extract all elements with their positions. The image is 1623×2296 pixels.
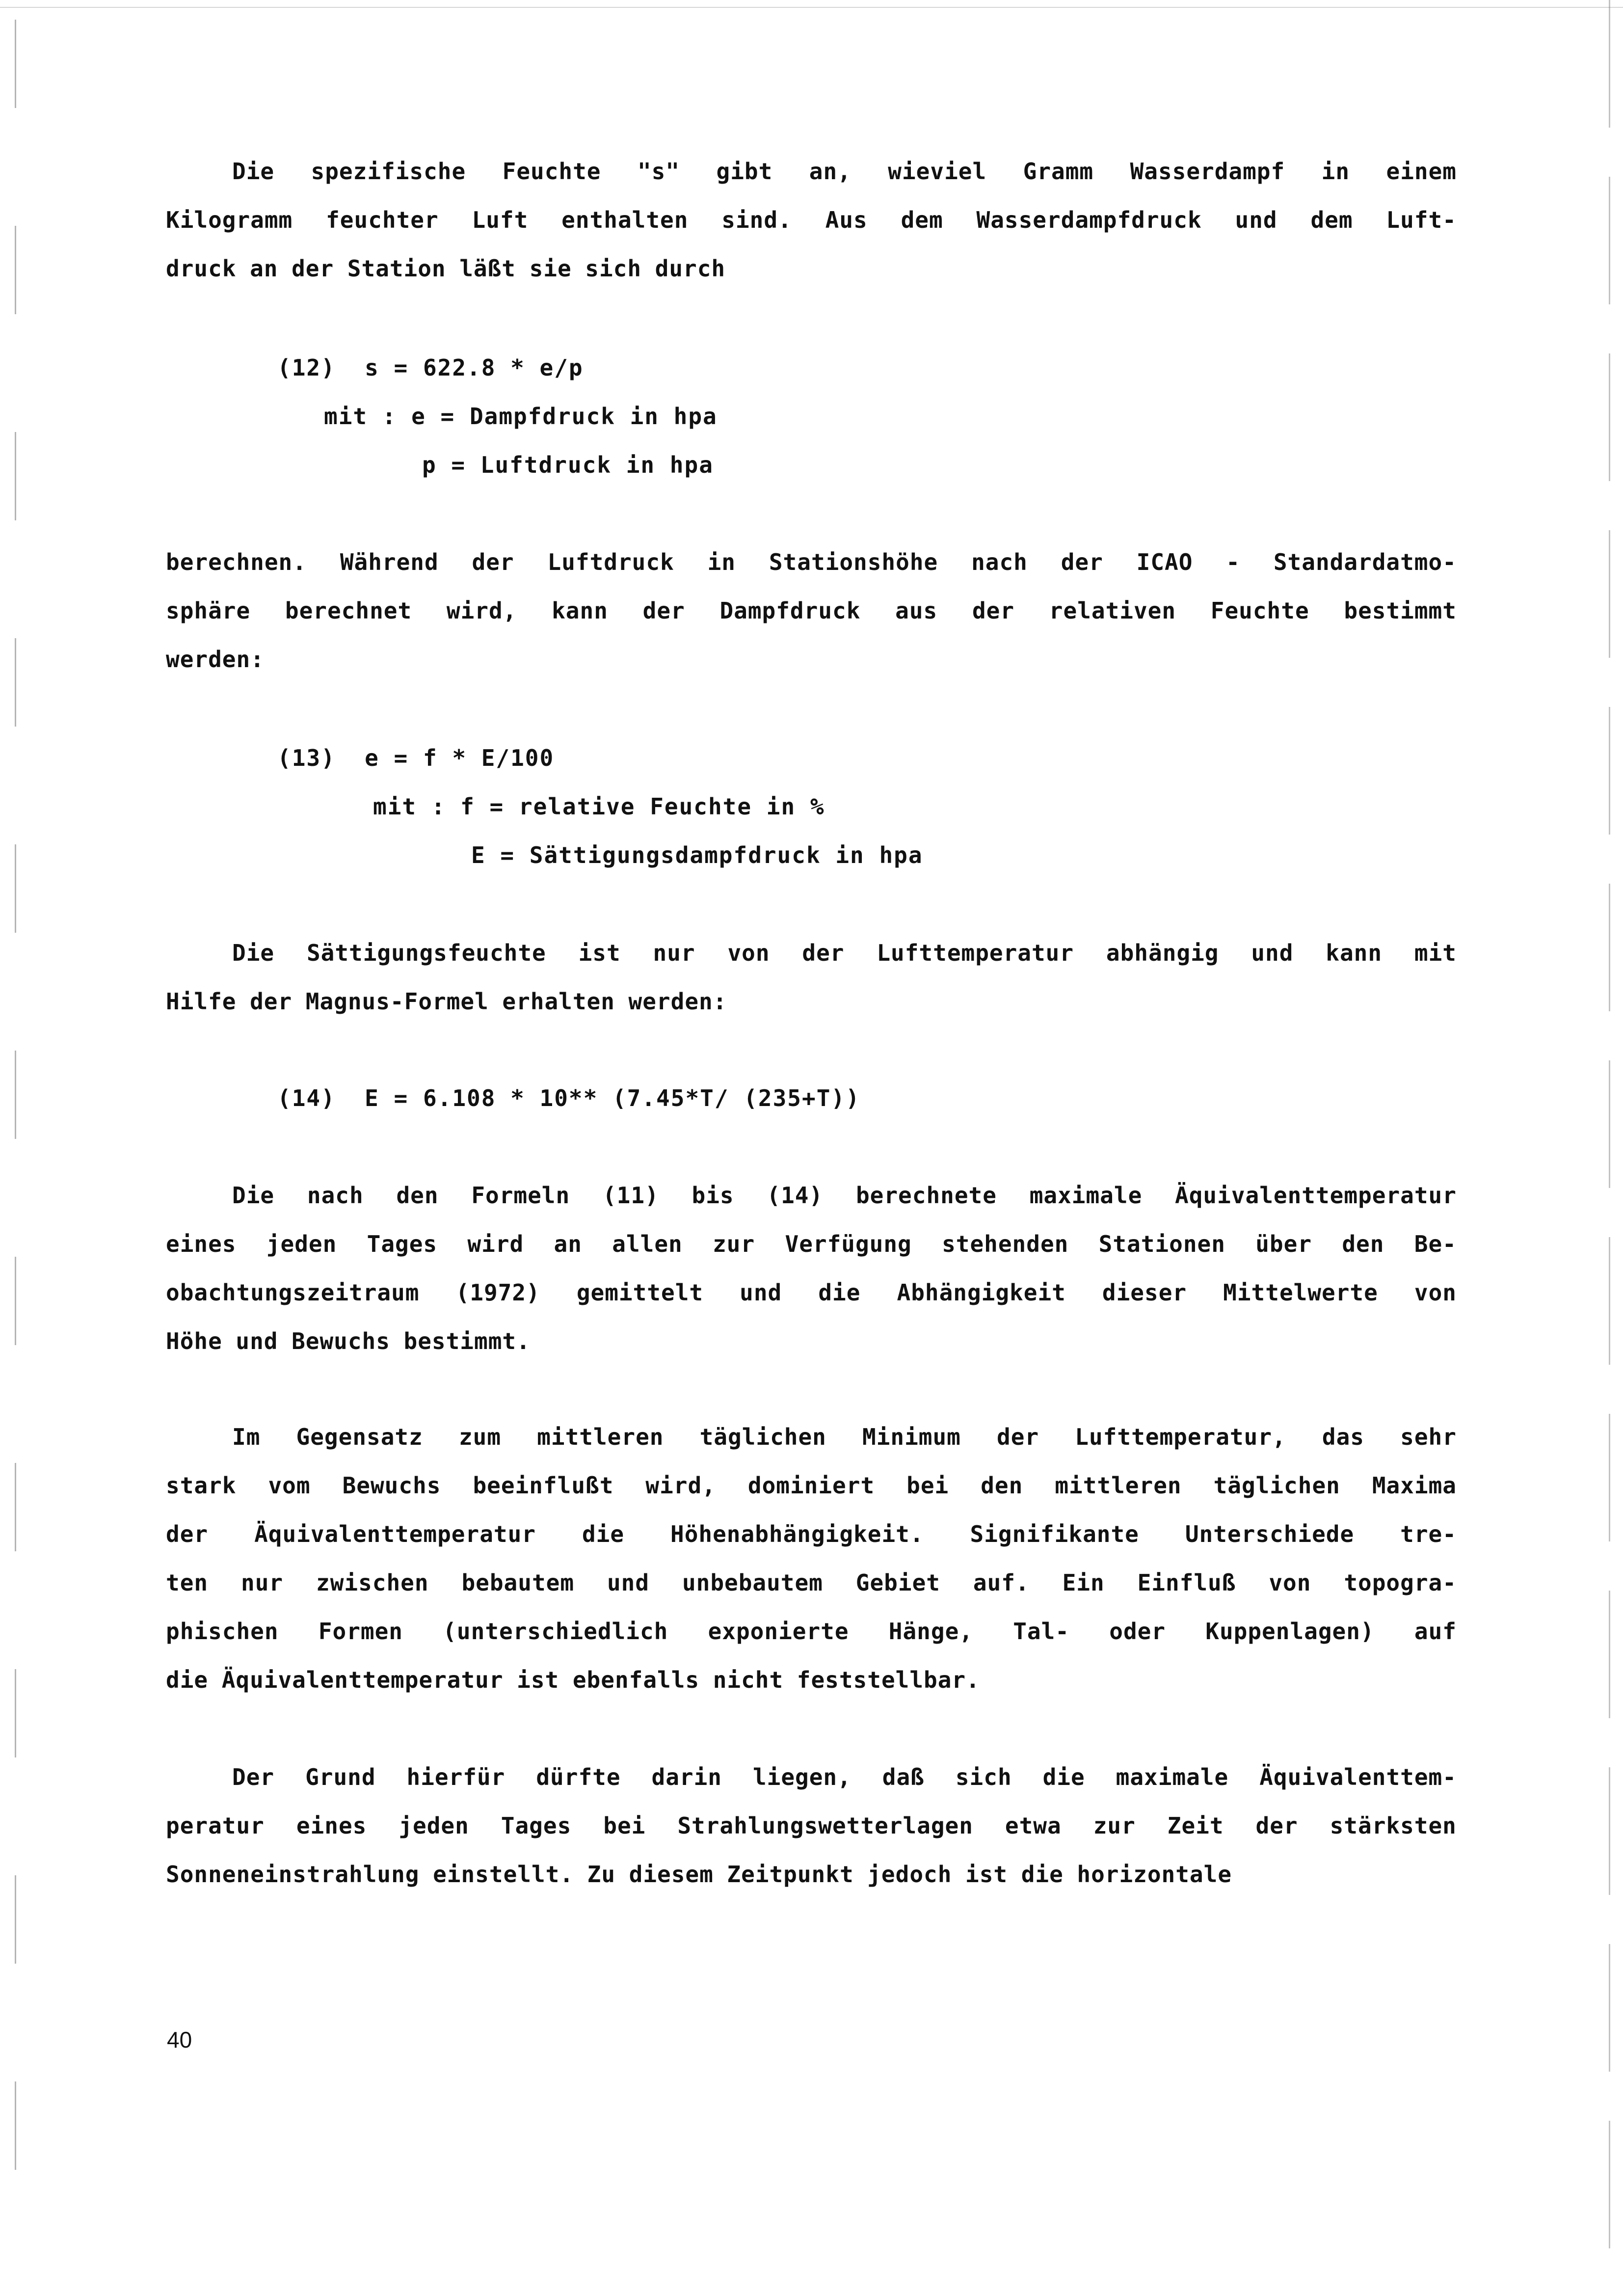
word: phischen: [166, 1618, 279, 1645]
word: Zeit: [1167, 1812, 1224, 1839]
word: hierfür: [406, 1764, 506, 1790]
word: Aus: [825, 207, 868, 233]
word: Stationshöhe: [769, 549, 938, 575]
word: der: [472, 549, 514, 575]
word: Stationen: [1098, 1231, 1225, 1257]
word: Äquivalenttemperatur: [254, 1521, 536, 1547]
scan-edge-right: [1609, 0, 1610, 2296]
word: der: [166, 1521, 209, 1547]
word: sehr: [1400, 1424, 1457, 1450]
word: sich: [585, 255, 642, 282]
word: jedoch: [867, 1861, 952, 1888]
word: (unterschiedlich: [443, 1618, 668, 1645]
word: den: [1342, 1231, 1384, 1257]
word: relativen: [1049, 597, 1176, 624]
word: berechnet: [285, 597, 412, 624]
word: Formen: [318, 1618, 403, 1645]
word: unbebautem: [682, 1569, 823, 1596]
word: abhängig: [1106, 940, 1219, 966]
word: vom: [268, 1472, 311, 1499]
word: sie: [529, 255, 572, 282]
word: Während: [340, 549, 439, 575]
text-line: [166, 538, 1457, 587]
word: Wasserdampfdruck: [976, 207, 1202, 233]
word: dem: [901, 207, 943, 233]
word: und: [607, 1569, 650, 1596]
word: Hilfe: [166, 988, 237, 1015]
word: bei: [906, 1472, 949, 1499]
text-line: [166, 1802, 1457, 1850]
word: ICAO: [1136, 549, 1193, 575]
word: bei: [603, 1812, 646, 1839]
word: stehenden: [942, 1231, 1069, 1257]
word: in: [1321, 158, 1350, 185]
word: an: [250, 255, 278, 282]
word: wird: [467, 1231, 524, 1257]
word: exponierte: [708, 1618, 849, 1645]
paragraph-1: [166, 147, 1457, 293]
paragraph-3: [166, 929, 1457, 1026]
word: jeden: [266, 1231, 337, 1257]
word: eines: [166, 1231, 237, 1257]
word: zwischen: [316, 1569, 429, 1596]
word: täglichen: [699, 1424, 826, 1450]
word: werden:: [166, 646, 265, 673]
word: Gebiet: [855, 1569, 940, 1596]
word: Wasserdampf: [1130, 158, 1285, 185]
word: kann: [552, 597, 608, 624]
word: daß: [882, 1764, 925, 1790]
word: Bewuchs: [342, 1472, 441, 1499]
word: gibt: [716, 158, 773, 185]
word: bestimmt: [1344, 597, 1457, 624]
word: (14): [767, 1182, 824, 1209]
word: Luft: [472, 207, 529, 233]
word: den: [396, 1182, 439, 1209]
page-number: 40: [167, 2027, 192, 2053]
word: an: [554, 1231, 582, 1257]
word: kann: [1326, 940, 1383, 966]
formula-13: (13) e = f * E/100: [277, 745, 555, 771]
word: die: [818, 1279, 861, 1306]
word: sind.: [721, 207, 792, 233]
word: erhalten: [502, 988, 615, 1015]
word: Mittelwerte: [1223, 1279, 1378, 1306]
word: "s": [637, 158, 680, 185]
word: zum: [458, 1424, 502, 1450]
word: bis: [692, 1182, 734, 1209]
word: Hänge,: [888, 1618, 973, 1645]
word: Verfügung: [785, 1231, 912, 1257]
word: allen: [612, 1231, 683, 1257]
word: sphäre: [166, 597, 251, 624]
word: Höhe: [166, 1328, 222, 1354]
word: der: [292, 255, 334, 282]
word: Tages: [367, 1231, 438, 1257]
word: stärksten: [1330, 1812, 1457, 1839]
word: der: [1061, 549, 1103, 575]
word: enthalten: [561, 207, 689, 233]
text-line: [166, 1753, 1457, 1802]
word: ist: [578, 940, 621, 966]
text-line: [166, 244, 1457, 293]
paragraph-4: [166, 1171, 1457, 1366]
word: maximale: [1029, 1182, 1143, 1209]
word: läßt: [459, 255, 516, 282]
word: eines: [296, 1812, 367, 1839]
word: Dampfdruck: [719, 597, 861, 624]
word: dürfte: [536, 1764, 621, 1790]
word: Luftdruck: [547, 549, 674, 575]
word: peratur: [166, 1812, 265, 1839]
formula-12: (12) s = 622.8 * e/p: [277, 354, 584, 381]
word: Abhängigkeit: [897, 1279, 1066, 1306]
word: Kuppenlagen): [1205, 1618, 1375, 1645]
text-line: [166, 196, 1457, 244]
formula-12-definition-e: mit : e = Dampfdruck in hpa: [324, 403, 718, 430]
word: wird,: [446, 597, 517, 624]
scan-edge-left: [15, 20, 16, 2278]
word: einstellt.: [433, 1861, 574, 1888]
word: spezifische: [311, 158, 466, 185]
text-line: [166, 1510, 1457, 1559]
word: zur: [713, 1231, 755, 1257]
word: werden:: [628, 988, 727, 1015]
word: Signifikante: [970, 1521, 1139, 1547]
word: auf.: [973, 1569, 1030, 1596]
word: zur: [1093, 1812, 1136, 1839]
word: Einfluß: [1137, 1569, 1236, 1596]
word: der: [1255, 1812, 1298, 1839]
word: Äquivalenttemperatur: [221, 1667, 504, 1693]
text-line: [166, 1850, 1457, 1899]
formula-12-definition-p: p = Luftdruck in hpa: [422, 452, 714, 478]
text-line: [166, 635, 1457, 684]
word: der: [972, 597, 1015, 624]
word: Station: [347, 255, 446, 282]
word: Kilogramm: [166, 207, 293, 233]
word: sich: [955, 1764, 1012, 1790]
word: Sonneneinstrahlung: [166, 1861, 420, 1888]
word: Ein: [1062, 1569, 1105, 1596]
word: obachtungszeitraum: [166, 1279, 420, 1306]
word: Lufttemperatur: [877, 940, 1074, 966]
word: (1972): [455, 1279, 540, 1306]
text-line: [166, 1317, 1457, 1366]
word: Höhenabhängigkeit.: [670, 1521, 924, 1547]
word: die: [582, 1521, 625, 1547]
word: Zeitpunkt: [727, 1861, 854, 1888]
word: bebautem: [461, 1569, 575, 1596]
word: liegen,: [752, 1764, 851, 1790]
word: ist: [965, 1861, 1008, 1888]
word: auf: [1414, 1618, 1457, 1645]
word: und: [740, 1279, 782, 1306]
word: Der: [232, 1764, 275, 1790]
word: jeden: [399, 1812, 469, 1839]
word: Die: [232, 158, 275, 185]
text-line: [166, 1171, 1457, 1220]
word: und: [1251, 940, 1294, 966]
word: ist: [517, 1667, 559, 1693]
text-line: [166, 147, 1457, 196]
word: (11): [602, 1182, 659, 1209]
word: bestimmt.: [403, 1328, 531, 1354]
word: Feuchte: [1210, 597, 1309, 624]
text-line: [166, 977, 1457, 1026]
word: Standardatmo-: [1273, 549, 1457, 575]
word: Gegensatz: [296, 1424, 423, 1450]
word: ebenfalls: [572, 1667, 700, 1693]
word: das: [1322, 1424, 1364, 1450]
word: dem: [1310, 207, 1353, 233]
word: und: [1235, 207, 1277, 233]
paragraph-6: [166, 1753, 1457, 1899]
text-line: [166, 1656, 1457, 1704]
word: Gramm: [1023, 158, 1094, 185]
word: der: [642, 597, 685, 624]
word: tre-: [1400, 1521, 1457, 1547]
word: feststellbar.: [797, 1667, 980, 1693]
scan-edge-top: [0, 7, 1623, 8]
word: wird,: [645, 1472, 716, 1499]
word: mittleren: [537, 1424, 664, 1450]
word: durch: [655, 255, 726, 282]
word: nicht: [713, 1667, 784, 1693]
word: Maxima: [1372, 1472, 1457, 1499]
formula-13-definition-f: mit : f = relative Feuchte in %: [373, 793, 825, 820]
text-line: [166, 1607, 1457, 1656]
word: Lufttemperatur,: [1075, 1424, 1286, 1450]
word: Unterschiede: [1185, 1521, 1355, 1547]
word: druck: [166, 255, 237, 282]
word: der: [250, 988, 293, 1015]
word: beeinflußt: [473, 1472, 614, 1499]
word: Feuchte: [502, 158, 601, 185]
word: gemittelt: [576, 1279, 704, 1306]
word: Strahlungswetterlagen: [677, 1812, 973, 1839]
word: ten: [166, 1569, 209, 1596]
text-line: [166, 1413, 1457, 1461]
word: Äquivalenttem-: [1259, 1764, 1457, 1790]
word: Die: [232, 940, 275, 966]
word: der: [997, 1424, 1039, 1450]
text-line: [166, 1220, 1457, 1269]
word: in: [707, 549, 736, 575]
word: Be-: [1414, 1231, 1457, 1257]
word: mittleren: [1055, 1472, 1182, 1499]
word: aus: [895, 597, 938, 624]
word: von: [1269, 1569, 1311, 1596]
word: nach: [971, 549, 1028, 575]
word: die: [166, 1667, 209, 1693]
word: dieser: [1102, 1279, 1187, 1306]
word: Grund: [305, 1764, 376, 1790]
word: dominiert: [747, 1472, 875, 1499]
word: und: [236, 1328, 278, 1354]
word: Äquivalenttemperatur: [1175, 1182, 1457, 1209]
word: Minimum: [862, 1424, 961, 1450]
word: die: [1042, 1764, 1085, 1790]
word: Luft-: [1386, 207, 1457, 233]
word: oder: [1109, 1618, 1166, 1645]
word: topogra-: [1344, 1569, 1457, 1596]
word: Sättigungsfeuchte: [306, 940, 546, 966]
word: Tal-: [1013, 1618, 1069, 1645]
formula-13-definition-E: E = Sättigungsdampfdruck in hpa: [471, 842, 923, 868]
word: etwa: [1005, 1812, 1062, 1839]
word: Im: [232, 1424, 261, 1450]
word: berechnete: [855, 1182, 997, 1209]
text-line: [166, 1559, 1457, 1607]
word: wieviel: [888, 158, 987, 185]
text-line: [166, 587, 1457, 635]
word: darin: [651, 1764, 722, 1790]
formula-14: (14) E = 6.108 * 10** (7.45*T/ (235+T)): [277, 1085, 860, 1111]
word: maximale: [1116, 1764, 1229, 1790]
word: stark: [166, 1472, 237, 1499]
word: Bewuchs: [292, 1328, 390, 1354]
word: Die: [232, 1182, 275, 1209]
word: diesem: [629, 1861, 714, 1888]
word: der: [802, 940, 845, 966]
word: von: [727, 940, 770, 966]
word: Formeln: [471, 1182, 570, 1209]
word: nur: [653, 940, 695, 966]
word: berechnen.: [166, 549, 307, 575]
word: nur: [241, 1569, 284, 1596]
text-line: [166, 929, 1457, 977]
word: an,: [809, 158, 851, 185]
text-line: [166, 1461, 1457, 1510]
word: horizontale: [1077, 1861, 1232, 1888]
text-line: [166, 1269, 1457, 1317]
word: den: [981, 1472, 1023, 1499]
word: feuchter: [326, 207, 439, 233]
paragraph-5: [166, 1413, 1457, 1704]
word: Zu: [587, 1861, 616, 1888]
word: Magnus-Formel: [305, 988, 489, 1015]
word: über: [1255, 1231, 1312, 1257]
word: die: [1021, 1861, 1064, 1888]
word: von: [1414, 1279, 1457, 1306]
word: -: [1226, 549, 1240, 575]
word: nach: [307, 1182, 364, 1209]
word: Tages: [501, 1812, 572, 1839]
paragraph-2: [166, 538, 1457, 684]
word: täglichen: [1213, 1472, 1340, 1499]
word: einem: [1386, 158, 1457, 185]
word: mit: [1414, 940, 1457, 966]
